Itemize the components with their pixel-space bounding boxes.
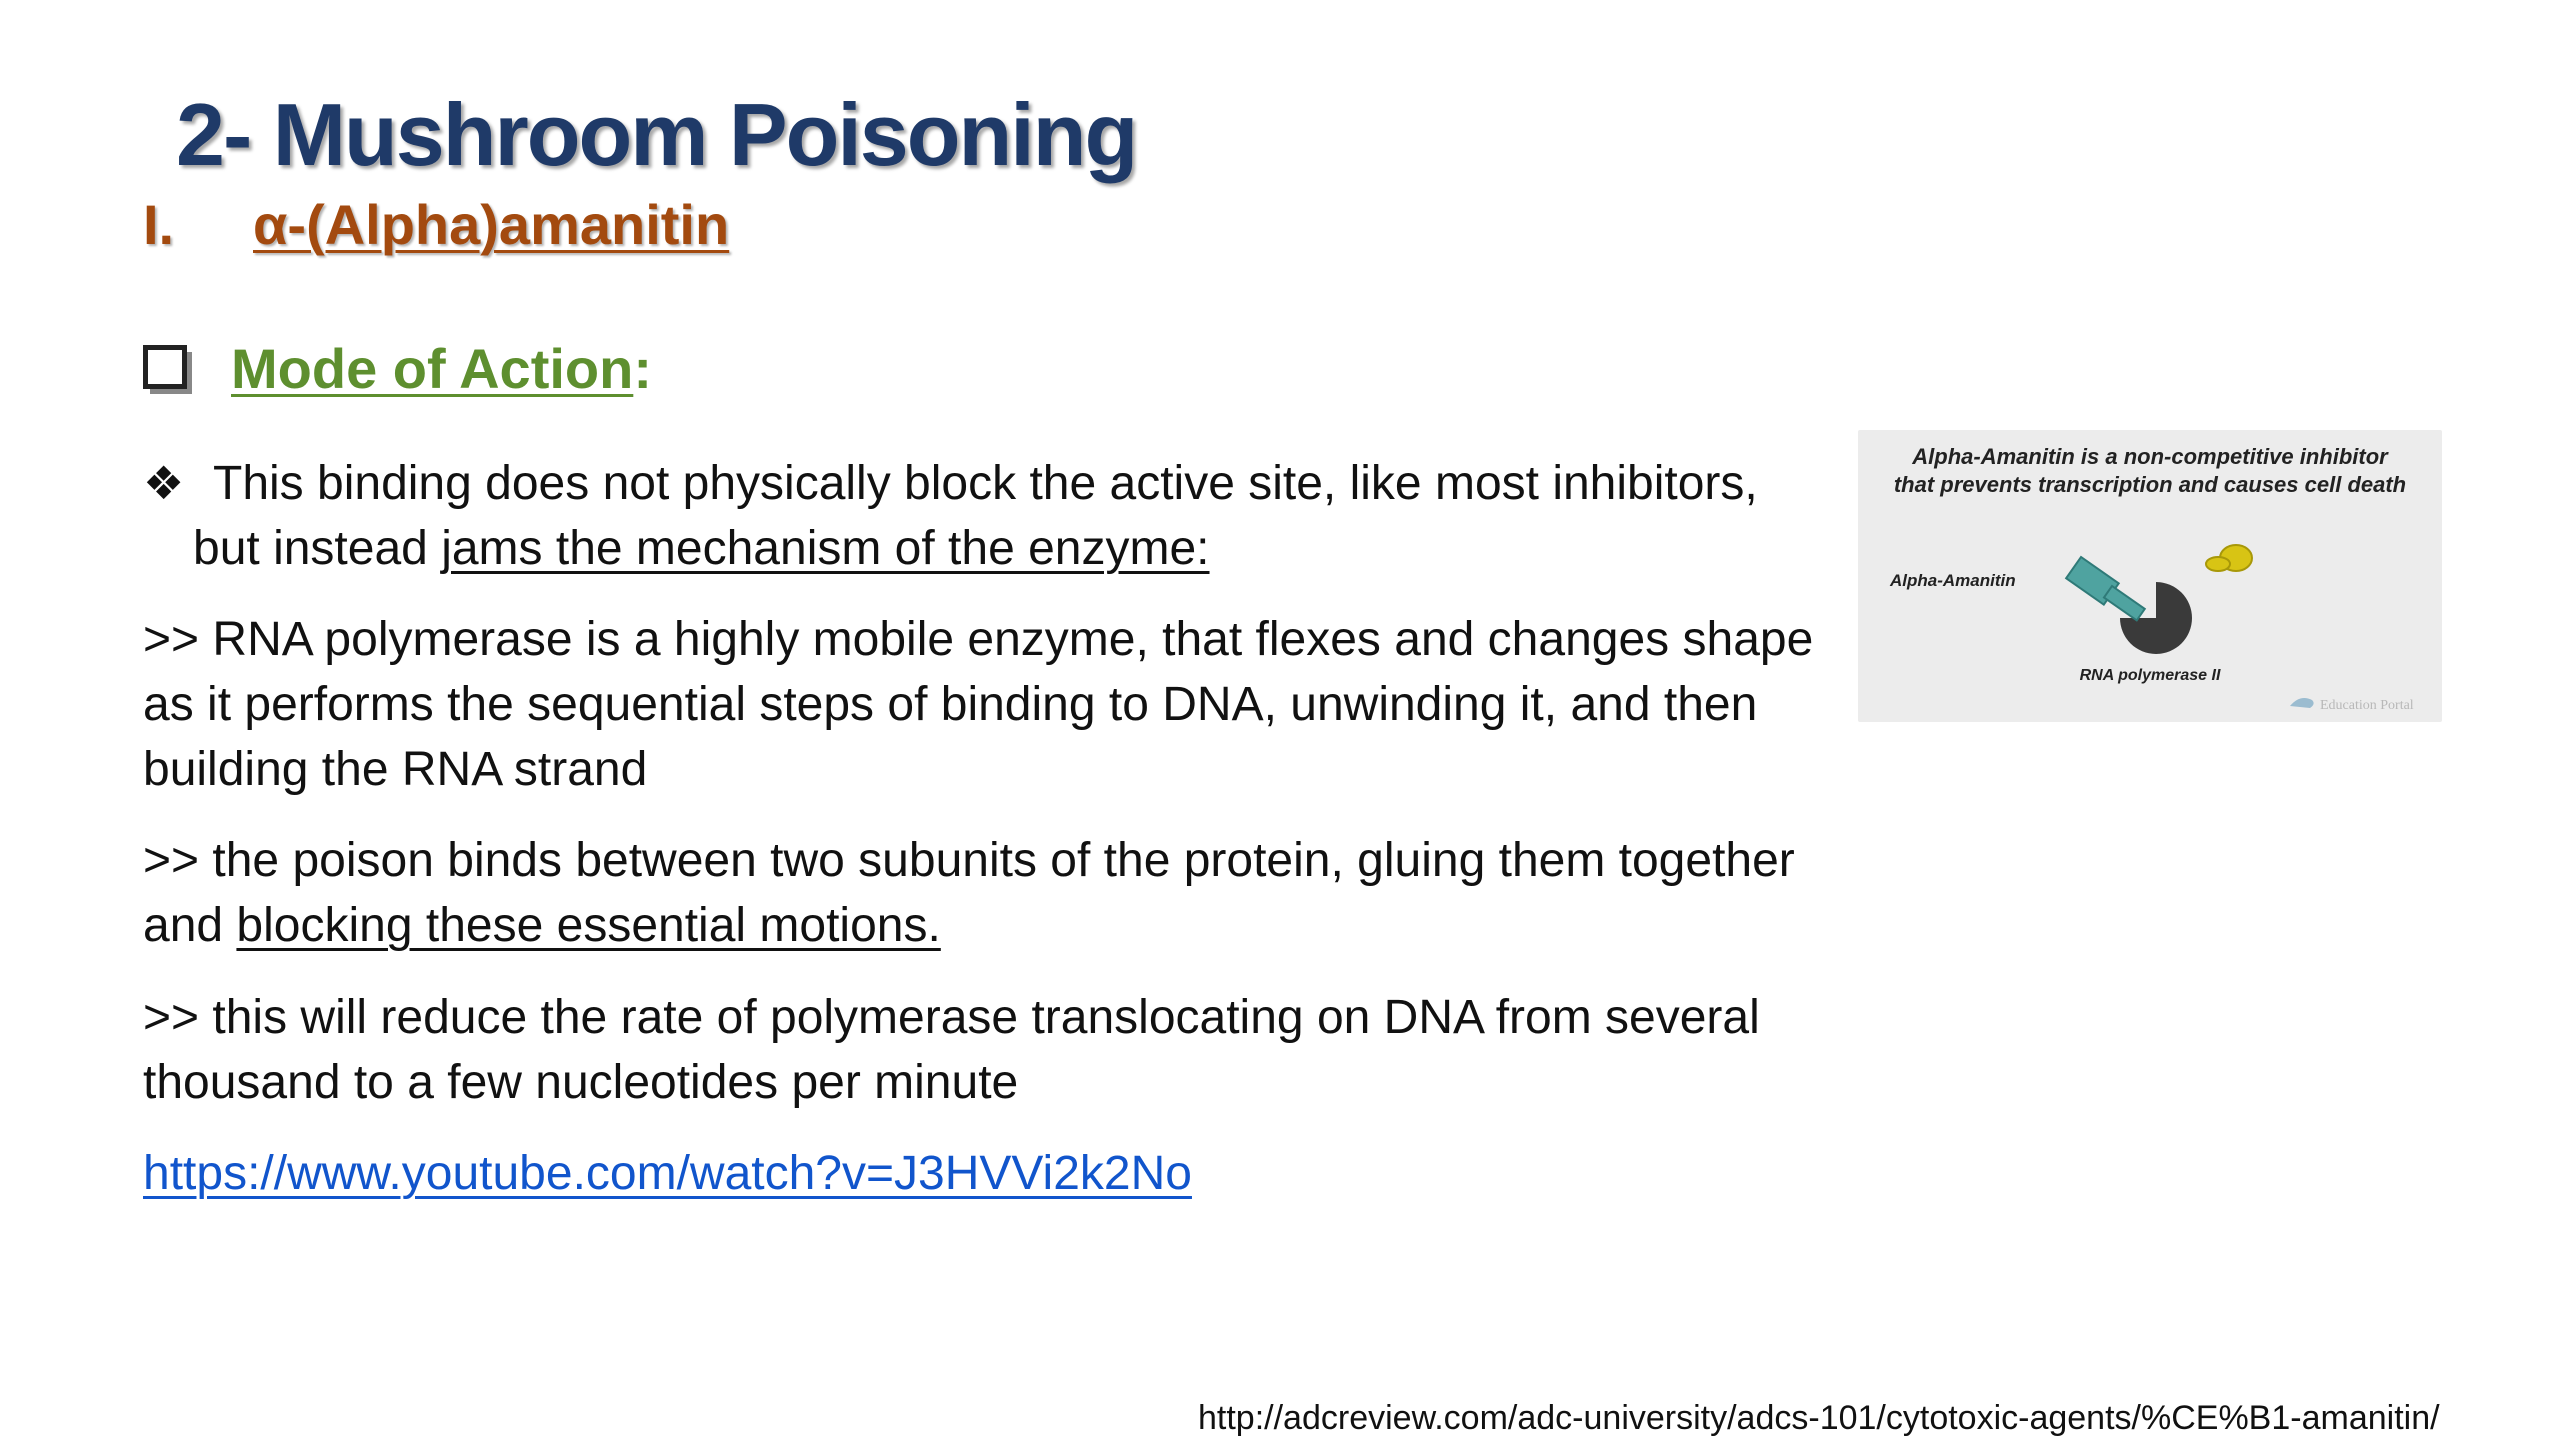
paragraph-binding [143, 451, 1843, 581]
section-colon: : [633, 337, 652, 400]
p1-line1: This binding does not physically block the active site, like most inhibitors, [213, 457, 1758, 510]
subtitle-number: I. [143, 193, 175, 256]
diamond-bullet-icon: ❖ [143, 457, 185, 509]
source-citation: http://adcreview.com/adc-university/adcs-101/cytotoxic-agents/%CE%B1-amanitin/ [1198, 1399, 2440, 1437]
figure-caption-line1: Alpha-Amanitin is a non-competitive inhibitor [1912, 444, 2388, 469]
section-label: Mode of Action [231, 337, 634, 400]
illustration-canvas [1858, 430, 2442, 722]
paragraph-polymerase: >> RNA polymerase is a highly mobile enzyme, that flexes and changes shape as it performs the sequential steps of binding to DNA, unwinding it, and then building the RNA strand [143, 613, 1814, 796]
video-link[interactable]: https://www.youtube.com/watch?v=J3HVVi2k2No [143, 1147, 1192, 1200]
p3-prefix: >> the poison binds between two subunits of the protein, gluing them together and [143, 834, 1795, 952]
rna-polymerase-icon [2120, 582, 2192, 654]
p1-line2-underlined: jams the mechanism of the enzyme: [441, 522, 1210, 575]
p1-line2-prefix: but instead [193, 522, 442, 575]
p3-underlined: blocking these essential motions. [236, 899, 941, 952]
alpha-amanitin-icon [2066, 557, 2148, 625]
subtitle-text: α-(Alpha)amanitin [253, 193, 730, 256]
figure-label-toxin: Alpha-Amanitin [1890, 571, 2016, 590]
checkbox-bullet-icon [143, 345, 187, 389]
figure-caption-line2: that prevents transcription and causes cell death [1893, 472, 2407, 497]
watermark-logo-icon [2290, 698, 2314, 708]
slide-title: 2- Mushroom Poisoning [176, 85, 1137, 184]
figure-watermark: Education Portal [2320, 698, 2414, 713]
paragraph-rate: >> this will reduce the rate of polymerase translocating on DNA from several thousand to a few nucleotides per minute [143, 991, 1760, 1109]
paragraph-poison [143, 828, 1863, 958]
nucleotide-icon [2206, 545, 2252, 571]
amanitin-illustration [1858, 430, 2442, 722]
subtitle [143, 192, 729, 257]
p1-line2 [143, 516, 1843, 581]
section-heading [143, 336, 652, 401]
figure-label-enzyme: RNA polymerase II [2079, 667, 2221, 684]
